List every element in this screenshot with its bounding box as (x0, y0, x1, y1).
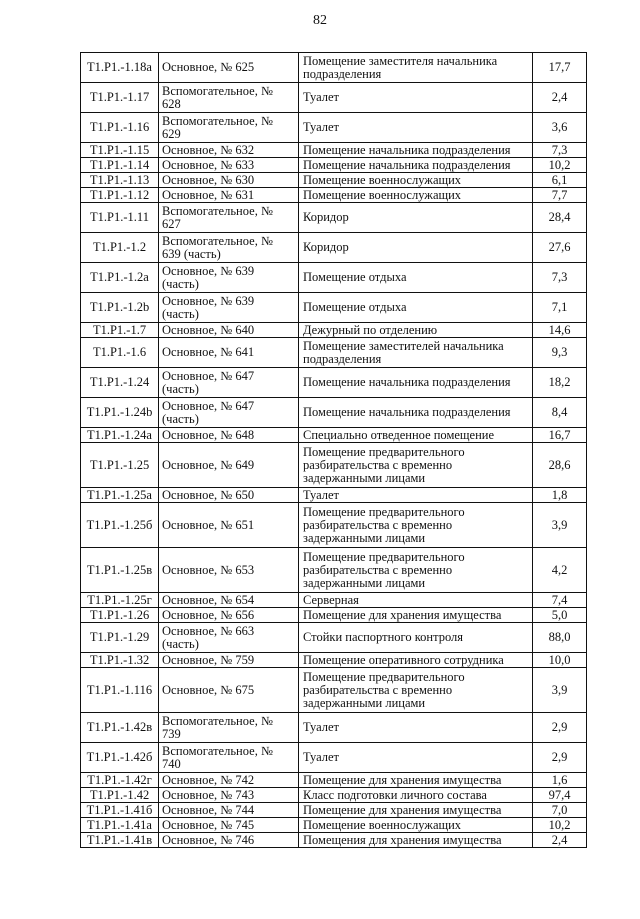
cell-room-name: Помещение предварительного разбирательства с временно задержанными лицами (299, 443, 533, 488)
cell-room-code: Т1.Р1.-1.11 (81, 203, 159, 233)
cell-room-name: Туалет (299, 488, 533, 503)
cell-room-name: Помещение предварительного разбирательства с временно задержанными лицами (299, 668, 533, 713)
cell-room-area: 1,6 (533, 773, 587, 788)
cell-room-area: 7,1 (533, 293, 587, 323)
cell-room-area: 10,0 (533, 653, 587, 668)
cell-room-name: Помещение начальника подразделения (299, 368, 533, 398)
cell-room-type: Основное, № 649 (159, 443, 299, 488)
table-row (81, 833, 587, 848)
table-row (81, 173, 587, 188)
table-row (81, 398, 587, 428)
cell-room-area: 3,9 (533, 503, 587, 548)
cell-room-area: 3,9 (533, 668, 587, 713)
cell-room-type: Основное, № 744 (159, 803, 299, 818)
page-number: 82 (313, 13, 327, 28)
cell-room-code: Т1.Р1.-1.15 (81, 143, 159, 158)
table-row (81, 818, 587, 833)
cell-room-code: Т1.Р1.-1.26 (81, 608, 159, 623)
cell-room-area: 6,1 (533, 173, 587, 188)
table-row (81, 743, 587, 773)
rooms-table (80, 52, 587, 848)
cell-room-area: 14,6 (533, 323, 587, 338)
table-row (81, 338, 587, 368)
table-row (81, 53, 587, 83)
cell-room-area: 28,4 (533, 203, 587, 233)
table-row (81, 143, 587, 158)
cell-room-type: Вспомогательное, № 629 (159, 113, 299, 143)
cell-room-name: Помещение начальника подразделения (299, 143, 533, 158)
cell-room-area: 2,9 (533, 743, 587, 773)
table-row (81, 368, 587, 398)
cell-room-name: Помещение оперативного сотрудника (299, 653, 533, 668)
table-row (81, 113, 587, 143)
cell-room-code: Т1.Р1.-1.24b (81, 398, 159, 428)
cell-room-area: 7,4 (533, 593, 587, 608)
cell-room-type: Основное, № 639 (часть) (159, 263, 299, 293)
table-row (81, 263, 587, 293)
table-row (81, 428, 587, 443)
cell-room-code: Т1.Р1.-1.41в (81, 833, 159, 848)
cell-room-type: Основное, № 641 (159, 338, 299, 368)
cell-room-name: Помещение военнослужащих (299, 173, 533, 188)
cell-room-area: 18,2 (533, 368, 587, 398)
cell-room-type: Основное, № 625 (159, 53, 299, 83)
cell-room-area: 5,0 (533, 608, 587, 623)
table-row (81, 803, 587, 818)
cell-room-name: Туалет (299, 83, 533, 113)
table-row (81, 773, 587, 788)
cell-room-area: 7,7 (533, 188, 587, 203)
cell-room-area: 1,8 (533, 488, 587, 503)
cell-room-area: 7,3 (533, 263, 587, 293)
cell-room-code: Т1.Р1.-1.2а (81, 263, 159, 293)
table-row (81, 188, 587, 203)
cell-room-code: Т1.Р1.-1.42г (81, 773, 159, 788)
cell-room-name: Туалет (299, 113, 533, 143)
cell-room-area: 97,4 (533, 788, 587, 803)
cell-room-type: Основное, № 630 (159, 173, 299, 188)
cell-room-code: Т1.Р1.-1.17 (81, 83, 159, 113)
cell-room-type: Основное, № 654 (159, 593, 299, 608)
cell-room-type: Основное, № 745 (159, 818, 299, 833)
cell-room-area: 9,3 (533, 338, 587, 368)
table-row (81, 203, 587, 233)
table-row (81, 593, 587, 608)
cell-room-code: Т1.Р1.-1.24 (81, 368, 159, 398)
cell-room-name: Серверная (299, 593, 533, 608)
cell-room-name: Помещение для хранения имущества (299, 803, 533, 818)
cell-room-type: Основное, № 675 (159, 668, 299, 713)
cell-room-code: Т1.Р1.-1.25б (81, 503, 159, 548)
cell-room-code: Т1.Р1.-1.116 (81, 668, 159, 713)
cell-room-type: Основное, № 647 (часть) (159, 398, 299, 428)
table-row (81, 608, 587, 623)
cell-room-name: Помещение начальника подразделения (299, 158, 533, 173)
cell-room-code: Т1.Р1.-1.29 (81, 623, 159, 653)
cell-room-code: Т1.Р1.-1.25 (81, 443, 159, 488)
table-row (81, 233, 587, 263)
cell-room-type: Основное, № 656 (159, 608, 299, 623)
cell-room-name: Туалет (299, 743, 533, 773)
cell-room-type: Основное, № 663 (часть) (159, 623, 299, 653)
cell-room-name: Помещение заместителя начальника подразделения (299, 53, 533, 83)
cell-room-type: Основное, № 651 (159, 503, 299, 548)
cell-room-name: Коридор (299, 233, 533, 263)
cell-room-type: Основное, № 648 (159, 428, 299, 443)
table-row (81, 713, 587, 743)
table-row (81, 293, 587, 323)
cell-room-code: Т1.Р1.-1.42б (81, 743, 159, 773)
cell-room-name: Помещение отдыха (299, 293, 533, 323)
cell-room-area: 28,6 (533, 443, 587, 488)
cell-room-type: Основное, № 653 (159, 548, 299, 593)
cell-room-name: Помещение военнослужащих (299, 188, 533, 203)
cell-room-code: Т1.Р1.-1.6 (81, 338, 159, 368)
table-row (81, 503, 587, 548)
cell-room-code: Т1.Р1.-1.12 (81, 188, 159, 203)
cell-room-name: Дежурный по отделению (299, 323, 533, 338)
cell-room-area: 88,0 (533, 623, 587, 653)
cell-room-code: Т1.Р1.-1.41а (81, 818, 159, 833)
cell-room-area: 27,6 (533, 233, 587, 263)
cell-room-type: Основное, № 743 (159, 788, 299, 803)
cell-room-name: Помещение для хранения имущества (299, 608, 533, 623)
cell-room-code: Т1.Р1.-1.25г (81, 593, 159, 608)
cell-room-type: Вспомогательное, № 740 (159, 743, 299, 773)
cell-room-code: Т1.Р1.-1.7 (81, 323, 159, 338)
cell-room-code: Т1.Р1.-1.25в (81, 548, 159, 593)
cell-room-code: Т1.Р1.-1.32 (81, 653, 159, 668)
cell-room-type: Основное, № 759 (159, 653, 299, 668)
cell-room-type: Основное, № 632 (159, 143, 299, 158)
cell-room-code: Т1.Р1.-1.13 (81, 173, 159, 188)
table-row (81, 788, 587, 803)
table-row (81, 668, 587, 713)
cell-room-area: 17,7 (533, 53, 587, 83)
cell-room-code: Т1.Р1.-1.42 (81, 788, 159, 803)
cell-room-type: Основное, № 639 (часть) (159, 293, 299, 323)
cell-room-name: Помещение для хранения имущества (299, 773, 533, 788)
cell-room-name: Помещение предварительного разбирательства с временно задержанными лицами (299, 548, 533, 593)
cell-room-area: 10,2 (533, 818, 587, 833)
cell-room-code: Т1.Р1.-1.2b (81, 293, 159, 323)
cell-room-area: 3,6 (533, 113, 587, 143)
cell-room-type: Основное, № 640 (159, 323, 299, 338)
cell-room-name: Помещение предварительного разбирательства с временно задержанными лицами (299, 503, 533, 548)
cell-room-type: Вспомогательное, № 739 (159, 713, 299, 743)
cell-room-code: Т1.Р1.-1.2 (81, 233, 159, 263)
cell-room-type: Вспомогательное, № 628 (159, 83, 299, 113)
cell-room-name: Туалет (299, 713, 533, 743)
cell-room-name: Помещение отдыха (299, 263, 533, 293)
cell-room-code: Т1.Р1.-1.24а (81, 428, 159, 443)
cell-room-name: Класс подготовки личного состава (299, 788, 533, 803)
table-row (81, 548, 587, 593)
cell-room-area: 10,2 (533, 158, 587, 173)
cell-room-area: 2,9 (533, 713, 587, 743)
cell-room-type: Основное, № 746 (159, 833, 299, 848)
cell-room-name: Помещение заместителей начальника подразделения (299, 338, 533, 368)
cell-room-name: Помещение военнослужащих (299, 818, 533, 833)
cell-room-area: 2,4 (533, 83, 587, 113)
cell-room-code: Т1.Р1.-1.25а (81, 488, 159, 503)
table-row (81, 488, 587, 503)
cell-room-type: Основное, № 650 (159, 488, 299, 503)
table-row (81, 83, 587, 113)
table-row (81, 623, 587, 653)
cell-room-area: 7,0 (533, 803, 587, 818)
cell-room-type: Вспомогательное, № 639 (часть) (159, 233, 299, 263)
table-row (81, 158, 587, 173)
cell-room-code: Т1.Р1.-1.42в (81, 713, 159, 743)
cell-room-type: Вспомогательное, № 627 (159, 203, 299, 233)
cell-room-area: 2,4 (533, 833, 587, 848)
cell-room-name: Помещения для хранения имущества (299, 833, 533, 848)
table-row (81, 443, 587, 488)
cell-room-name: Специально отведенное помещение (299, 428, 533, 443)
cell-room-type: Основное, № 647 (часть) (159, 368, 299, 398)
cell-room-name: Стойки паспортного контроля (299, 623, 533, 653)
table-row (81, 323, 587, 338)
cell-room-type: Основное, № 631 (159, 188, 299, 203)
cell-room-name: Коридор (299, 203, 533, 233)
cell-room-code: Т1.Р1.-1.14 (81, 158, 159, 173)
cell-room-area: 4,2 (533, 548, 587, 593)
cell-room-name: Помещение начальника подразделения (299, 398, 533, 428)
rooms-table-body (81, 53, 587, 848)
cell-room-area: 7,3 (533, 143, 587, 158)
cell-room-area: 16,7 (533, 428, 587, 443)
cell-room-area: 8,4 (533, 398, 587, 428)
cell-room-type: Основное, № 633 (159, 158, 299, 173)
cell-room-code: Т1.Р1.-1.16 (81, 113, 159, 143)
table-row (81, 653, 587, 668)
cell-room-code: Т1.Р1.-1.18а (81, 53, 159, 83)
cell-room-type: Основное, № 742 (159, 773, 299, 788)
cell-room-code: Т1.Р1.-1.41б (81, 803, 159, 818)
